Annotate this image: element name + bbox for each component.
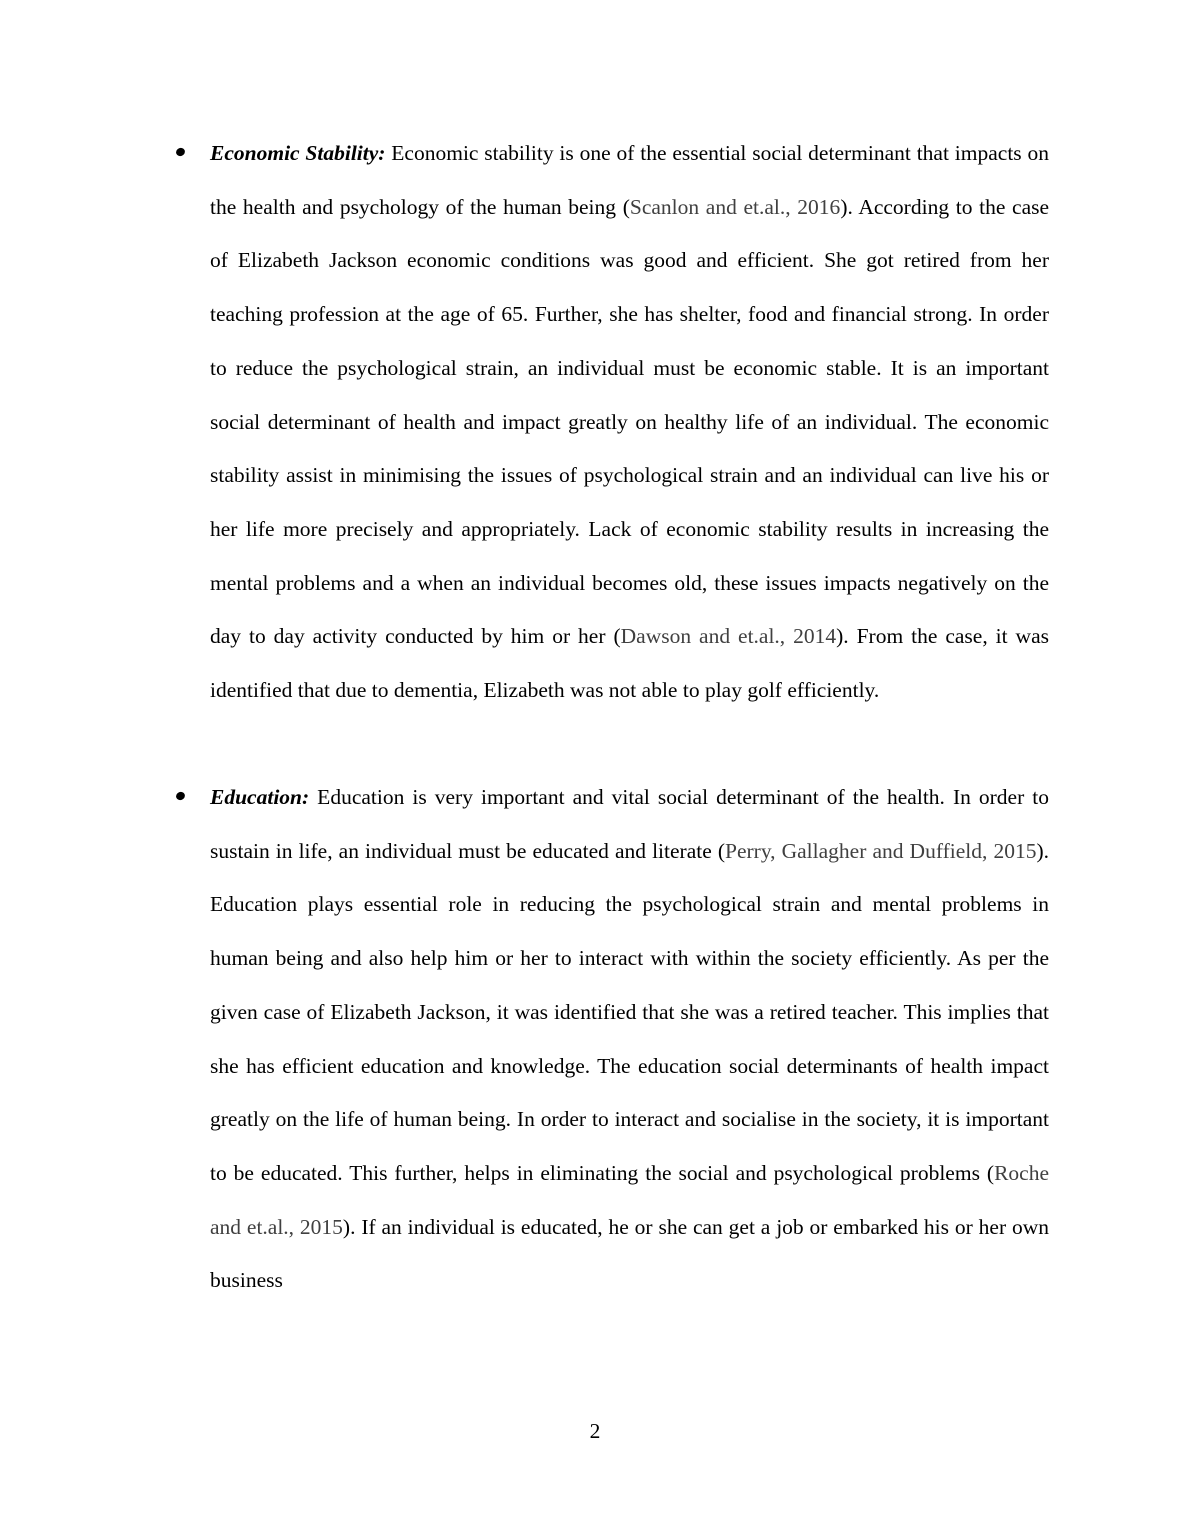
- bullet-item-education: [210, 771, 1049, 1308]
- paragraph-text: ). From the case, it was identified that due to dementia, Elizabeth was not able to play golf efficiently.: [210, 624, 1049, 703]
- paragraph-text: ). Education plays essential role in reducing the psychological strain and mental problems in human being and also help him or her to interact with within the society efficiently. As per the given case of Elizabeth Jackson, it was identified that she was a retired teacher. This implies that she has efficient education and knowledge. The education social determinants of health impact greatly on the life of human being. In order to interact and socialise in the society, it is important to be educated. This further, helps in eliminating the social and psychological problems (: [210, 838, 1049, 1185]
- paragraph-text: Education is very important and vital social determinant of the health. In order to sustain in life, an individual must be educated and literate (: [210, 785, 1049, 863]
- citation: Roche and et.al., 2015: [210, 1160, 1049, 1239]
- paragraph-text: ). If an individual is educated, he or she can get a job or embarked his or her own business: [210, 1214, 1049, 1293]
- paragraph-text: Economic stability is one of the essential social determinant that impacts on the health and psychology of the human being (: [210, 141, 1049, 219]
- bullet-icon: [175, 146, 187, 157]
- paragraph-text: ). According to the case of Elizabeth Jackson economic conditions was good and efficient. She got retired from her teaching profession at the age of 65. Further, she has shelter, food and financial strong. In order to reduce the psychological strain, an individual must be economic stable. It is an important social determinant of health and impact greatly on healthy life of an individual. The economic stability assist in minimising the issues of psychological strain and an individual can live his or her life more precisely and appropriately. Lack of economic stability results in increasing the mental problems and a when an individual becomes old, these issues impacts negatively on the day to day activity conducted by him or her (: [210, 194, 1050, 649]
- bullet-item-economic-stability: [210, 127, 1049, 718]
- page-number: 2: [589, 1419, 601, 1443]
- bullet-heading: Education:: [210, 785, 310, 809]
- bullet-icon: [175, 790, 187, 801]
- citation: Dawson and et.al., 2014: [620, 624, 837, 649]
- citation: Perry, Gallagher and Duffield, 2015: [725, 838, 1037, 863]
- bullet-heading: Economic Stability:: [210, 141, 386, 165]
- citation: Scanlon and et.al., 2016: [629, 194, 841, 219]
